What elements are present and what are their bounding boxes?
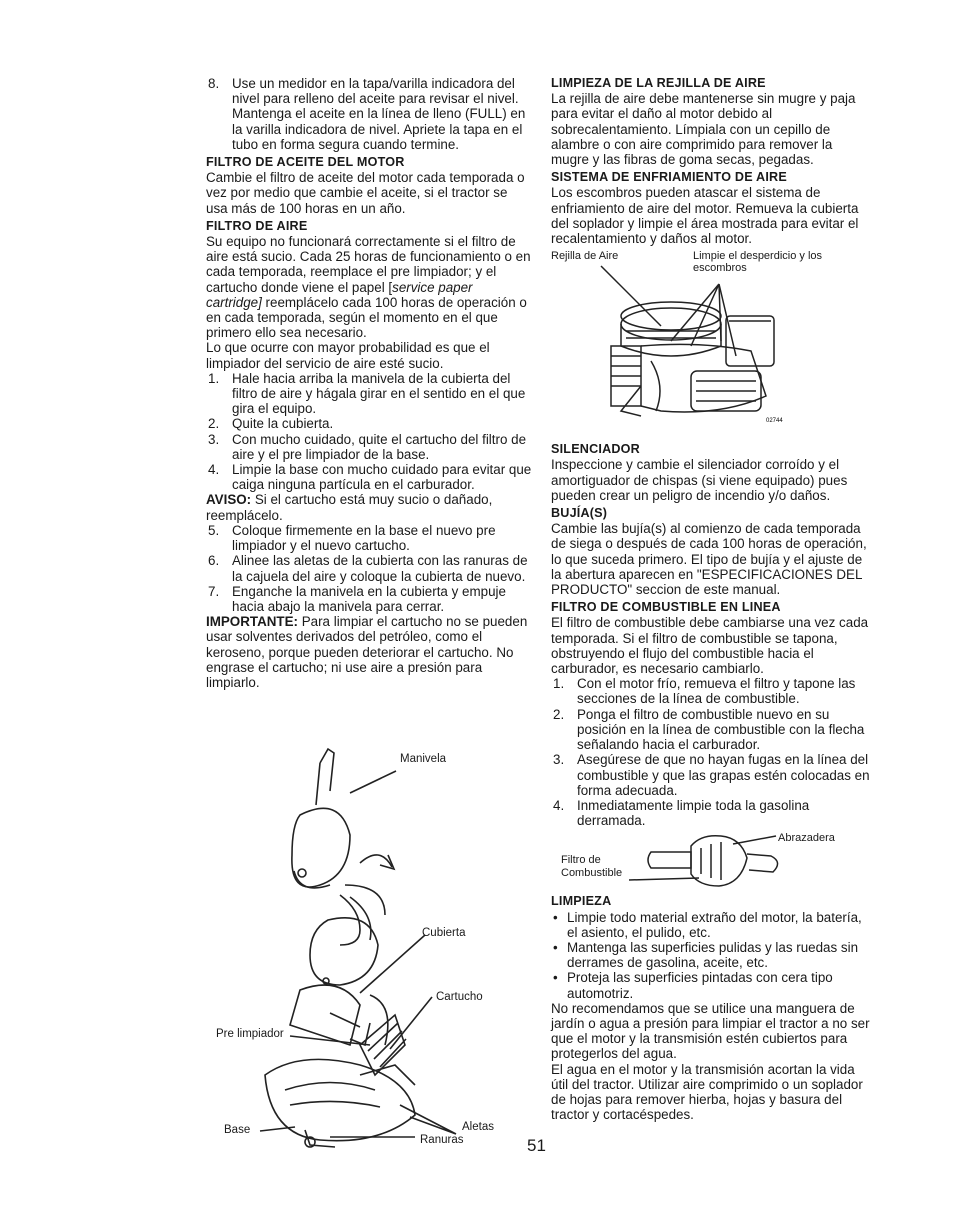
label-filtro-2: Combustible [561, 867, 623, 880]
list-item: • Proteja las superficies pintadas con cera tipo automotriz. [551, 970, 873, 1000]
label-abrazadera: Abrazadera [778, 832, 835, 845]
step-list [551, 676, 873, 828]
fuel-filter-diagram [551, 828, 873, 894]
label-filtro-1: Filtro de [561, 854, 601, 867]
label-ranuras: Ranuras [420, 1134, 464, 1146]
important-notice: IMPORTANTE: Para limpiar el cartucho no se pueden usar solventes derivados del petróleo, como el keroseno, porque pueden deteriorar el cartucho. No engrase el cartucho; ni use aire a presión para limpiarlo. [206, 614, 528, 690]
label-aletas: Aletas [462, 1121, 494, 1133]
engine-illustration [551, 246, 873, 436]
list-item: 7. Enganche la manivela en la cubierta y empuje hacia abajo la manivela para cerrar. [208, 583, 506, 614]
list-item: • Limpie todo material extraño del motor, la batería, el asiento, el pulido, etc. [551, 910, 873, 940]
right-column [551, 76, 873, 1122]
list-item: 8. Use un medidor en la tapa/varilla indicadora del nivel para relleno del aceite para revisar el nivel. Mantenga el aceite en la línea de lleno (FULL) en la varilla indicadora de nivel. Apriete la tapa en el tubo en forma segura cuando termine. [208, 76, 526, 152]
label-pre-limpiador: Pre limpiador [216, 1028, 284, 1040]
list-item: 2. Ponga el filtro de combustible nuevo en su posición en la línea de combustible con la flecha señalando hacia el carburador. [553, 706, 865, 753]
engine-diagram [551, 246, 873, 436]
step-list [206, 76, 532, 152]
label-limpie: Limpie el desperdicio y los escombros [693, 250, 823, 275]
paragraph: El filtro de combustible debe cambiarse una vez cada temporada. Si el filtro de combustible se tapona, obstruyendo el flujo del combustible hacia el carburador, es necesario cambiarlo. [551, 615, 869, 677]
left-column [206, 76, 532, 690]
paragraph: Los escombros pueden atascar el sistema de enfriamiento de aire del motor. Remueva la cubierta del soplador y limpie el área mostrada para evitar el recalentamiento y daños al motor. [551, 185, 859, 247]
paragraph: Inspeccione y cambie el silenciador corroído y el amortiguador de chispas (si viene equipado) pues pueden crear un peligro de incendio y/o daños. [551, 457, 848, 503]
step-list [206, 371, 532, 493]
section-heading-fuel: FILTRO DE COMBUSTIBLE EN LINEA [551, 600, 781, 615]
section-heading-cooling: SISTEMA DE ENFRIAMIENTO DE AIRE [551, 170, 787, 185]
list-item: • Mantenga las superficies pulidas y las ruedas sin derrames de gasolina, aceite, etc. [551, 940, 873, 970]
paragraph: Su equipo no funcionará correctamente si el filtro de aire está sucio. Cada 25 horas de funcionamiento o en cada temporada, reemplace el pre limpiador; y el cartucho donde viene el papel [service paper cartridge] reemplácelo cada 100 horas de operación o en cada temporada, según el momento en el que primero ello sea necesario. [206, 234, 531, 341]
label-cartucho: Cartucho [436, 991, 483, 1003]
paragraph: La rejilla de aire debe mantenerse sin mugre y paja para evitar el daño al motor debido al sobrecalentamiento. Límpiala con un cepillo de alambre o con aire comprimido para remover la mugre y las fibras de goma secas, pegadas. [551, 91, 856, 168]
label-base: Base [224, 1124, 251, 1136]
paragraph: Cambie el filtro de aceite del motor cada temporada o vez por medio que cambie el aceite, si el tractor se usa más de 100 horas en un año. [206, 170, 525, 216]
list-item: 3. Asegúrese de que no hayan fugas en la línea del combustible y que las grapas estén colocadas en forma adecuada. [553, 752, 870, 798]
list-item: 5. Coloque firmemente en la base el nuevo pre limpiador y el nuevo cartucho. [208, 522, 496, 554]
notice: AVISO: Si el cartucho está muy sucio o dañado, reemplácelo. [206, 492, 493, 523]
section-heading-air-filter: FILTRO DE AIRE [206, 218, 308, 233]
paragraph: Cambie las bujía(s) al comienzo de cada temporada de siega o después de cada 100 horas de operación, lo que suceda primero. El tipo de bujía y el ajuste de la abertura aparecen en "ESPECIFICACIONES DEL PRODUCTO" seccion de este manual. [551, 521, 867, 598]
list-item: 1. Con el motor frío, remueva el filtro y tapone las secciones de la línea de combustible. [553, 676, 856, 707]
list-item: 2. Quite la cubierta. [208, 416, 334, 432]
figure-code: 02744 [766, 418, 783, 425]
air-filter-diagram [210, 745, 510, 1155]
list-item: 1. Hale hacia arriba la manivela de la cubierta del filtro de aire y hágala girar en el sentido en el que gira el equipo. [208, 370, 526, 417]
label-rejilla: Rejilla de Aire [551, 250, 619, 263]
paragraph: No recomendamos que se utilice una manguera de jardín o agua a presión para limpiar el tractor a no ser que el motor y la transmisión estén cubiertos para protegerlos del agua. [551, 1000, 870, 1062]
label-manivela: Manivela [400, 753, 447, 765]
step-list [206, 523, 532, 614]
list-item: 4. Inmediatamente limpie toda la gasolina derramada. [553, 797, 810, 829]
paragraph: Lo que ocurre con mayor probabilidad es que el limpiador del servicio de aire esté sucio. [206, 340, 490, 371]
list-item: 4. Limpie la base con mucho cuidado para evitar que caiga ninguna partícula en el carburador. [208, 462, 532, 493]
page-number: 51 [527, 1136, 546, 1155]
section-heading-cleaning: LIMPIEZA [551, 894, 612, 909]
air-filter-illustration [210, 745, 510, 1155]
bullet-list [551, 910, 873, 1001]
section-heading-spark: BUJÍA(S) [551, 506, 608, 521]
section-heading-oil-filter: FILTRO DE ACEITE DEL MOTOR [206, 155, 405, 170]
section-heading-muffler: SILENCIADOR [551, 442, 640, 457]
section-heading-grille: LIMPIEZA DE LA REJILLA DE AIRE [551, 76, 766, 90]
list-item: 3. Con mucho cuidado, quite el cartucho del filtro de aire y el pre limpiador de la base. [208, 431, 527, 462]
paragraph: El agua en el motor y la transmisión acortan la vida útil del tractor. Utilizar aire comprimido o un soplador de hojas para remover hierba, hojas y basura del tractor y cortacéspedes. [551, 1061, 863, 1123]
list-item: 6. Alinee las aletas de la cubierta con las ranuras de la cajuela del aire y coloque la cubierta de nuevo. [208, 553, 528, 584]
label-cubierta: Cubierta [422, 927, 466, 939]
